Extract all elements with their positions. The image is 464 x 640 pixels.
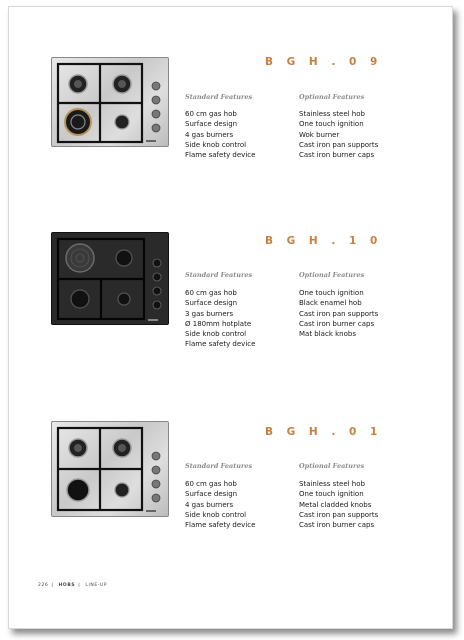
list-item: Ø 180mm hotplate [185,319,252,328]
list-item: Cast iron burner caps [299,319,375,328]
list-item: Flame safety device [185,151,256,160]
optional-features-heading: Optional Features [299,462,365,470]
standard-features-list [185,288,305,350]
list-item: Cast iron pan supports [299,140,379,149]
hob-image-black-enamel-hotplate [51,232,169,325]
page-number: 226 [38,583,49,588]
list-item: Metal cladded knobs [299,500,372,509]
list-item: Black enamel hob [299,299,362,308]
standard-features-list [185,479,305,530]
optional-features-list [299,479,419,530]
product-bgh-01 [9,415,452,565]
standard-features-heading: Standard Features [185,271,253,279]
list-item: Surface design [185,490,238,499]
standard-features-heading: Standard Features [185,93,253,101]
list-item: Side knob control [185,330,247,339]
list-item: One touch ignition [299,490,364,499]
list-item: Cast iron burner caps [299,521,375,530]
list-item: Cast iron pan supports [299,510,379,519]
list-item: Stainless steel hob [299,480,365,488]
list-item: Surface design [185,120,238,129]
list-item: Flame safety device [185,521,256,530]
list-item: One touch ignition [299,289,364,297]
list-item: Mat black knobs [299,330,356,339]
optional-features-heading: Optional Features [299,271,365,279]
optional-features-list [299,288,419,339]
model-name: B G H . 1 0 [265,235,383,247]
list-item: 60 cm gas hob [185,480,237,488]
list-item: 3 gas burners [185,309,234,318]
list-item: 4 gas burners [185,500,234,509]
optional-features-heading: Optional Features [299,93,365,101]
footer-section: HOBS [58,583,76,588]
list-item: Side knob control [185,510,247,519]
footer-divider: | [51,583,54,588]
model-name: B G H . 0 9 [265,56,383,68]
hob-image-stainless-4-burner-wok [51,57,169,147]
list-item: 60 cm gas hob [185,289,237,297]
model-name: B G H . 0 1 [265,426,383,438]
list-item: Cast iron burner caps [299,151,375,160]
standard-features-list [185,109,305,160]
list-item: One touch ignition [299,120,364,129]
page-footer [38,583,110,588]
optional-features-list [299,109,419,160]
list-item: 4 gas burners [185,130,234,139]
footer-subsection: LINE-UP [85,583,108,588]
catalog-page [8,6,453,629]
standard-features-heading: Standard Features [185,462,253,470]
list-item: Cast iron pan supports [299,309,379,318]
list-item: Stainless steel hob [299,110,365,118]
list-item: 60 cm gas hob [185,110,237,118]
product-bgh-10 [9,227,452,377]
product-bgh-09 [9,47,452,197]
hob-image-stainless-4-burner [51,421,169,517]
list-item: Flame safety device [185,340,256,349]
list-item: Side knob control [185,140,247,149]
footer-divider: | [78,583,81,588]
list-item: Wok burner [299,130,340,139]
list-item: Surface design [185,299,238,308]
